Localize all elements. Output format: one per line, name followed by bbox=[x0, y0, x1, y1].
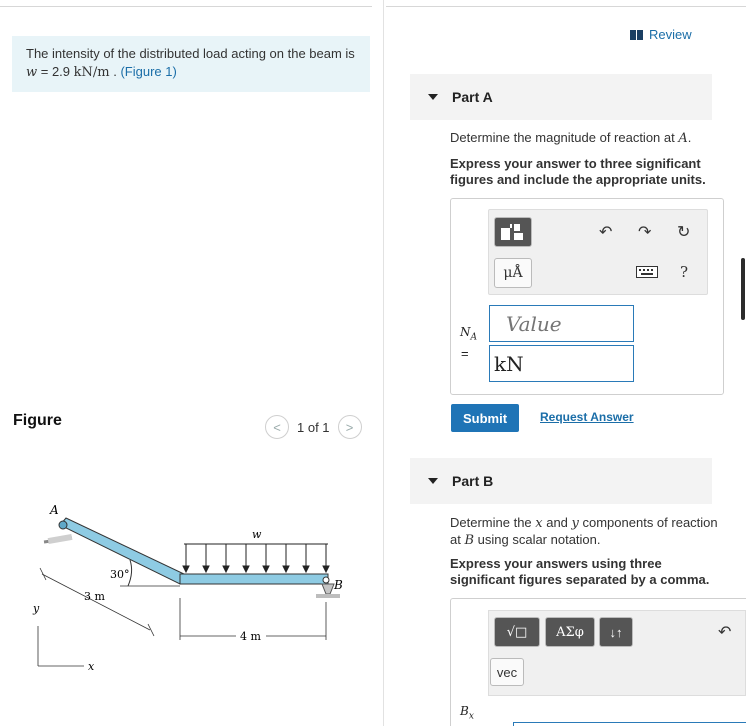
book-icon bbox=[630, 30, 644, 40]
reset-icon[interactable]: ↻ bbox=[677, 224, 691, 241]
answer-variable: N bbox=[460, 325, 471, 339]
load-equals: = 2.9 bbox=[37, 64, 74, 79]
load-variable: w bbox=[26, 65, 38, 80]
units-button[interactable]: μÅ bbox=[494, 258, 532, 288]
figure-pager bbox=[265, 415, 362, 439]
top-rule-right bbox=[386, 6, 746, 7]
problem-text: The intensity of the distributed load acting on the beam is bbox=[26, 46, 355, 61]
part-b-q1: Determine the bbox=[450, 515, 536, 530]
part-a-question-text: Determine the magnitude of reaction at bbox=[450, 130, 679, 145]
label-y: y bbox=[33, 602, 40, 615]
part-a-title: Part A bbox=[452, 89, 493, 105]
part-a-question-end: . bbox=[687, 130, 692, 145]
chevron-left-icon[interactable]: < bbox=[265, 415, 289, 439]
redo-icon[interactable]: ↷ bbox=[638, 224, 652, 241]
submit-button[interactable]: Submit bbox=[451, 404, 519, 432]
equals-sign: = bbox=[461, 346, 469, 361]
part-b-qx: x bbox=[535, 516, 543, 531]
request-answer-link[interactable]: Request Answer bbox=[540, 410, 634, 424]
chevron-right-icon[interactable]: > bbox=[338, 415, 362, 439]
part-a-header[interactable] bbox=[410, 74, 712, 120]
label-w: w bbox=[252, 528, 262, 541]
answer-variable-label bbox=[460, 325, 477, 342]
part-b-q2: and bbox=[542, 515, 572, 530]
pin-support-a bbox=[44, 534, 72, 544]
label-a: A bbox=[50, 503, 59, 517]
label-3m: 3 m bbox=[84, 590, 105, 603]
panel-divider bbox=[383, 0, 384, 726]
label-b: B bbox=[334, 578, 343, 592]
part-a-question-var: A bbox=[678, 131, 688, 146]
figure-heading: Figure bbox=[13, 412, 62, 429]
scrollbar-thumb[interactable] bbox=[741, 258, 745, 320]
value-input[interactable] bbox=[489, 305, 634, 342]
part-b-title: Part B bbox=[452, 473, 494, 489]
part-b-q4: using scalar notation. bbox=[474, 532, 601, 547]
top-rule-left bbox=[0, 6, 372, 7]
undo-icon[interactable]: ↶ bbox=[599, 224, 613, 241]
greek-button[interactable]: ΑΣφ bbox=[545, 617, 595, 647]
vec-button[interactable]: vec bbox=[490, 658, 524, 686]
templates-button[interactable] bbox=[494, 217, 532, 247]
arrows-button[interactable]: ↓↑ bbox=[599, 617, 633, 647]
load-units: kN/m bbox=[73, 65, 110, 80]
part-a-question bbox=[450, 130, 720, 147]
part-b-q3: components of reaction at bbox=[450, 515, 718, 547]
part-b-variable-label bbox=[460, 704, 474, 721]
label-angle: 30° bbox=[110, 568, 130, 581]
part-b-variable-sub: x bbox=[468, 711, 474, 722]
figure-link[interactable]: (Figure 1) bbox=[120, 64, 177, 79]
caret-down-icon bbox=[428, 94, 438, 100]
horizontal-member bbox=[180, 574, 328, 584]
caret-down-icon bbox=[428, 478, 438, 484]
pin-a bbox=[59, 521, 67, 529]
help-button[interactable]: ? bbox=[680, 263, 689, 281]
keyboard-icon[interactable] bbox=[636, 266, 658, 278]
unit-input[interactable] bbox=[489, 345, 634, 382]
part-b-variable: B bbox=[460, 704, 469, 718]
part-b-instructions: Express your answers using three significant figures separated by a comma. bbox=[450, 556, 710, 587]
label-4m: 4 m bbox=[240, 630, 261, 643]
undo-icon[interactable]: ↶ bbox=[718, 624, 732, 641]
distributed-load bbox=[183, 544, 329, 572]
problem-statement bbox=[12, 36, 370, 92]
templates-icon bbox=[499, 222, 527, 242]
part-b-question bbox=[450, 515, 720, 549]
label-x: x bbox=[88, 660, 95, 673]
beam-diagram bbox=[0, 498, 380, 688]
part-a-instructions: Express your answer to three significant figures and include the appropriate units. bbox=[450, 156, 706, 187]
templates-button-b[interactable]: √□ bbox=[494, 617, 540, 647]
part-b-qb: B bbox=[464, 533, 475, 548]
part-b-input[interactable] bbox=[513, 722, 746, 726]
review-link[interactable] bbox=[630, 27, 692, 42]
period-text: . bbox=[109, 64, 121, 79]
part-b-qy: y bbox=[571, 516, 579, 531]
review-label: Review bbox=[649, 27, 692, 42]
answer-variable-sub: A bbox=[470, 332, 477, 343]
part-b-header[interactable] bbox=[410, 458, 712, 504]
pager-text: 1 of 1 bbox=[297, 419, 330, 435]
